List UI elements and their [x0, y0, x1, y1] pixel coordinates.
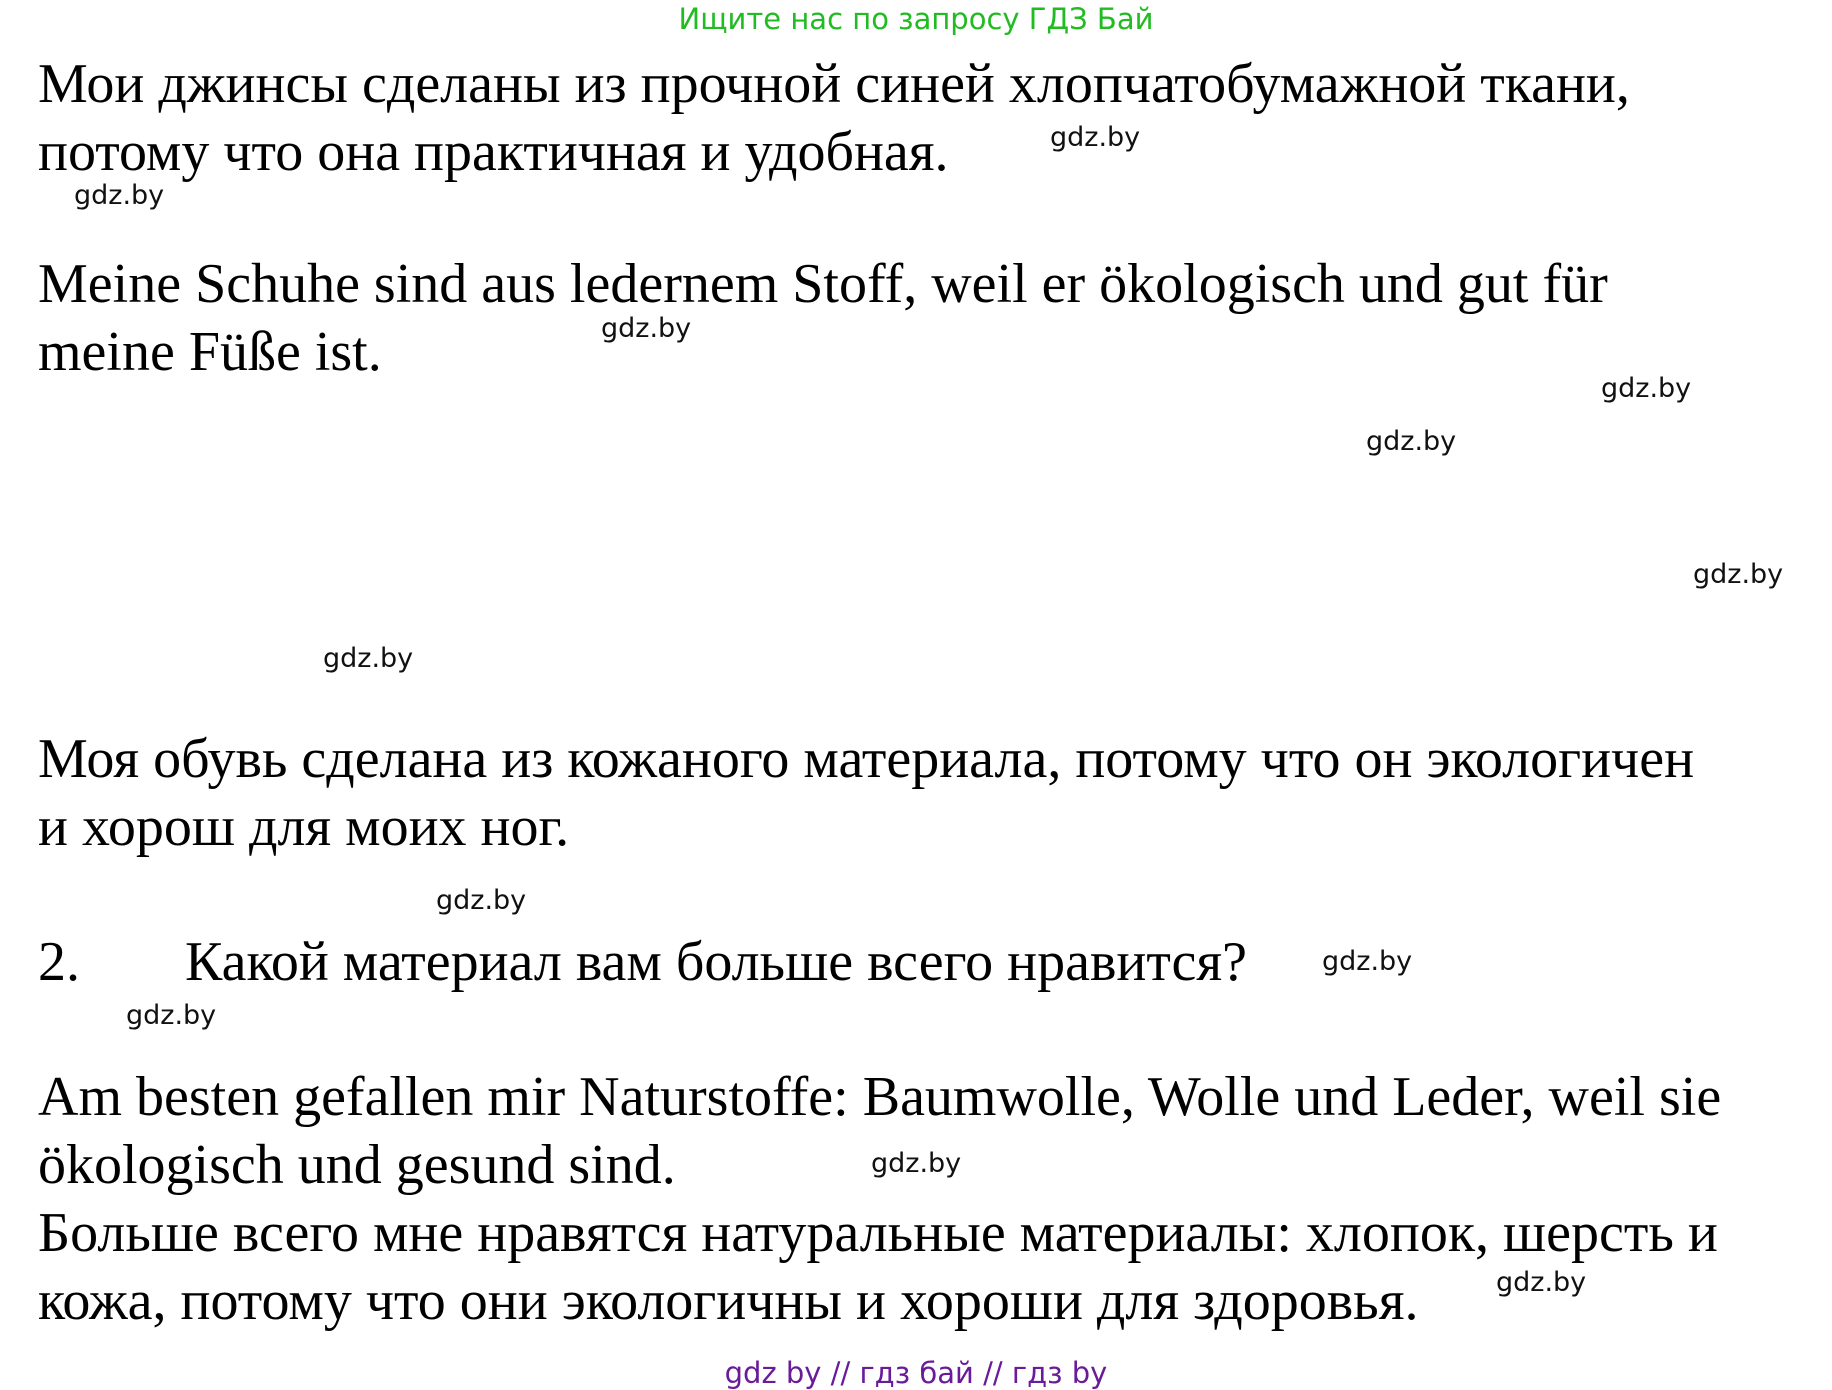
watermark: gdz.by — [601, 313, 692, 344]
paragraph-2-line-2: meine Füße ist. — [38, 321, 382, 383]
watermark: gdz.by — [1322, 946, 1413, 977]
search-banner: Ищите нас по запросу ГДЗ Бай — [678, 2, 1154, 36]
watermark: gdz.by — [1601, 373, 1692, 404]
paragraph-4-line-2: ökologisch und gesund sind. — [38, 1134, 676, 1196]
question-number: 2. — [38, 931, 80, 993]
watermark: gdz.by — [1693, 559, 1784, 590]
paragraph-5-line-1: Больше всего мне нравятся натуральные материалы: хлопок, шерсть и — [38, 1202, 1718, 1264]
paragraph-3-line-2: и хорош для моих ног. — [38, 796, 570, 858]
paragraph-1-line-2: потому что она практичная и удобная. — [38, 121, 949, 183]
paragraph-1-line-1: Мои джинсы сделаны из прочной синей хлопчатобумажной ткани, — [38, 53, 1630, 115]
paragraph-3-line-1: Моя обувь сделана из кожаного материала, потому что он экологичен — [38, 728, 1695, 790]
paragraph-4-line-1: Am besten gefallen mir Naturstoffe: Baumwolle, Wolle und Leder, weil sie — [38, 1066, 1722, 1128]
watermark: gdz.by — [1366, 426, 1457, 457]
watermark: gdz.by — [436, 885, 527, 916]
question-text: Какой материал вам больше всего нравится? — [185, 931, 1248, 993]
paragraph-2-line-1: Meine Schuhe sind aus ledernem Stoff, weil er ökologisch und gut für — [38, 253, 1608, 315]
watermark: gdz.by — [871, 1148, 962, 1179]
watermark: gdz.by — [323, 643, 414, 674]
paragraph-5-line-2: кожа, потому что они экологичны и хороши для здоровья. — [38, 1270, 1419, 1332]
watermark: gdz.by — [1050, 122, 1141, 153]
footer-text: gdz by // гдз бай // гдз by — [724, 1356, 1108, 1390]
watermark: gdz.by — [126, 1000, 217, 1031]
watermark: gdz.by — [1496, 1267, 1587, 1298]
watermark: gdz.by — [74, 180, 165, 211]
